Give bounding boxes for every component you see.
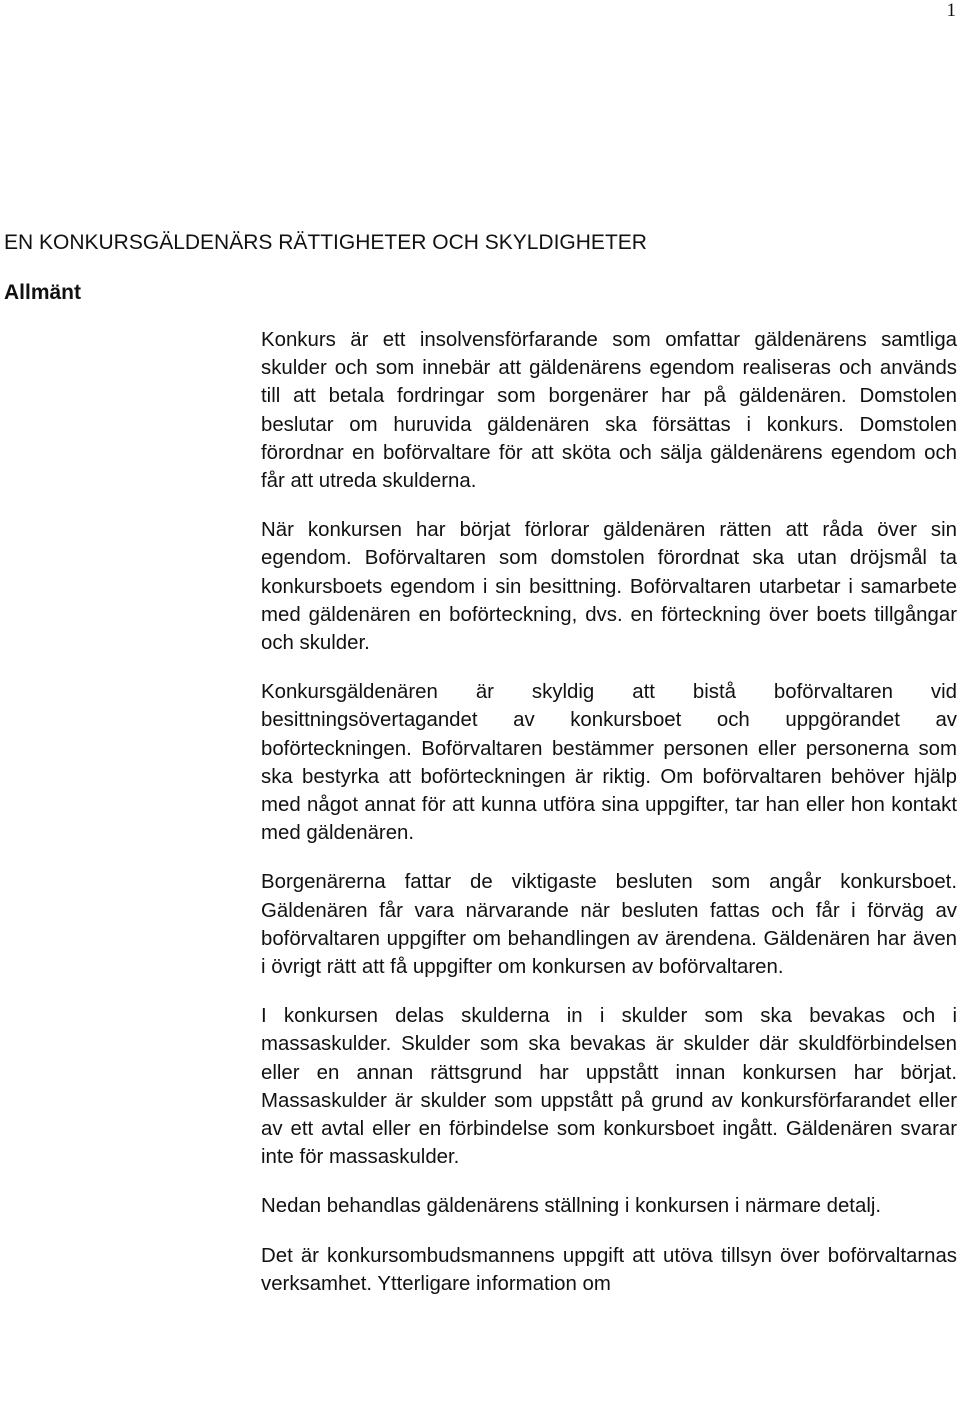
paragraph: Konkursgäldenären är skyldig att bistå boförvaltaren vid besittningsövertagandet av konkursboet och uppgörandet av boförteckningen. Boförvaltaren bestämmer personen eller personerna som ska bestyrka att boförteckningen är riktig. Om boförvaltaren behöver hjälp med något annat för att kunna utföra sina uppgifter, tar han eller hon kontakt med gäldenären. xyxy=(261,681,957,845)
paragraph: Nedan behandlas gäldenärens ställning i konkursen i närmare detalj. xyxy=(261,1195,882,1218)
section-heading: Allmänt xyxy=(4,281,82,304)
paragraph: Borgenärerna fattar de viktigaste besluten som angår konkursboet. Gäldenären får vara närvarande när besluten fattas och får i förväg av boförvaltaren uppgifter om behandlingen av ärendena. Gäldenären har även i övrigt rätt att få uppgifter om konkursen av boförvaltaren. xyxy=(261,871,957,979)
paragraph: När konkursen har börjat förlorar gäldenären rätten att råda över sin egendom. Boförvaltaren som domstolen förordnat ska utan dröjsmål ta konkursboets egendom i sin besittning. Boförvaltaren utarbetar i samarbete med gäldenären en boförteckning, dvs. en förteckning över boets tillgångar och skulder. xyxy=(261,519,957,655)
paragraph: I konkursen delas skulderna in i skulder som ska bevakas och i massaskulder. Skulder som ska bevakas är skulder där skuldförbindelsen eller en annan rättsgrund har uppstått innan konkursen har börjat. Massaskulder är skulder som uppstått på grund av konkursförfarandet eller av ett avtal eller en förbindelse som konkursboet ingått. Gäldenären svarar inte för massaskulder. xyxy=(261,1005,957,1169)
paragraph: Det är konkursombudsmannens uppgift att utöva tillsyn över boförvaltarnas verksamhet. Ytterligare information om xyxy=(261,1244,957,1295)
page-number: 1 xyxy=(946,0,956,21)
document-title: EN KONKURSGÄLDENÄRS RÄTTIGHETER OCH SKYLDIGHETER xyxy=(4,231,647,254)
paragraph: Konkurs är ett insolvensförfarande som omfattar gäldenärens samtliga skulder och som innebär att gäldenärens egendom realiseras och används till att betala fordringar som borgenärer har på gäldenären. Domstolen beslutar om huruvida gäldenären ska försättas i konkurs. Domstolen förordnar en boförvaltare för att sköta och sälja gäldenärens egendom och får att utreda skulderna. xyxy=(261,329,957,493)
body-text xyxy=(261,326,957,1319)
